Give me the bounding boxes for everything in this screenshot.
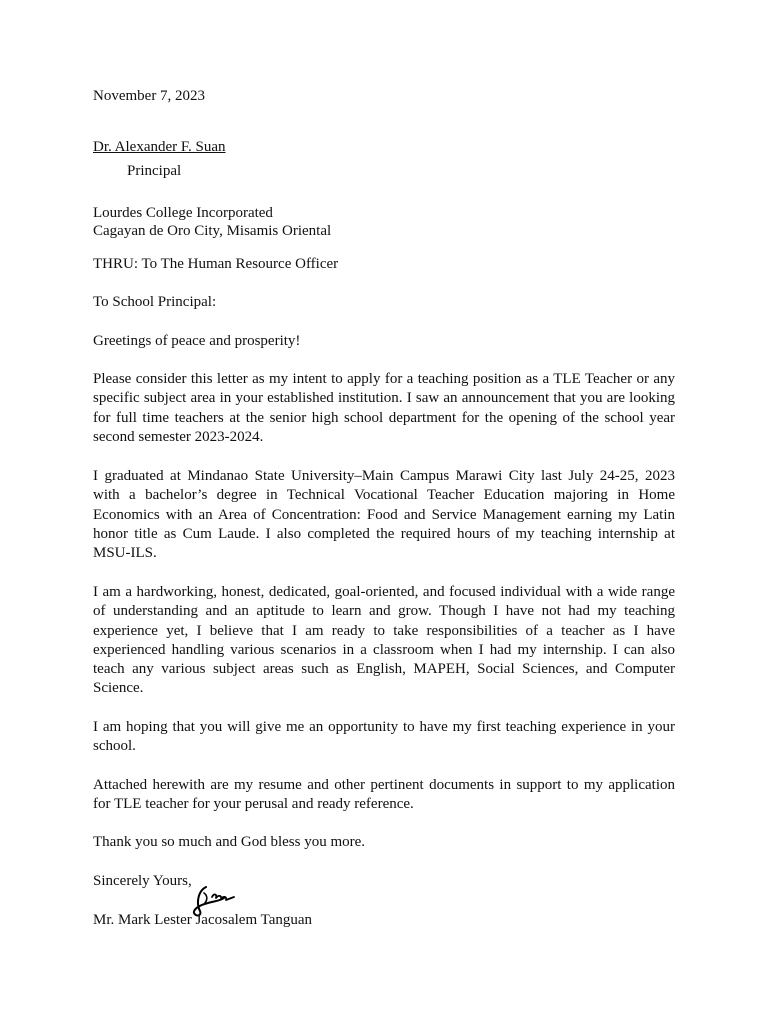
- paragraph-education: [93, 467, 675, 563]
- paragraph-qualities: [93, 583, 675, 699]
- paragraph-line: Attached herewith are my resume and other pertinent documents in support to my application: [93, 777, 675, 793]
- paragraph-attachments: [93, 776, 675, 815]
- paragraph-line: Economics with an Area of Concentration: Food and Service Management earning my Latin: [93, 506, 675, 523]
- paragraph-intent: [93, 370, 675, 447]
- paragraph-line: I am hoping that you will give me an opportunity to have my first teaching experience in your: [93, 719, 675, 735]
- paragraph-line: teach any various subject areas such as English, MAPEH, Social Sciences, and Computer: [93, 661, 675, 678]
- paragraph-line: second semester 2023-2024.: [93, 428, 264, 445]
- paragraph-line: I graduated at Mindanao State University–Main Campus Marawi City last July 24-25, 2023: [93, 468, 675, 484]
- greeting-line: Greetings of peace and prosperity!: [93, 333, 301, 349]
- salutation: To School Principal:: [93, 294, 217, 310]
- paragraph-line: MSU-ILS.: [93, 545, 157, 562]
- paragraph-line: experience yet, I believe that I am ready to take responsibilities of a teacher as I have: [93, 622, 675, 639]
- paragraph-line: Science.: [93, 680, 144, 697]
- paragraph-line: experienced handling various scenarios in a classroom when I had my internship. I can also: [93, 641, 675, 658]
- paragraph-line: I am a hardworking, honest, dedicated, goal-oriented, and focused individual with a wide range: [93, 584, 675, 600]
- paragraph-line: school.: [93, 738, 136, 755]
- paragraph-line: of understanding and an aptitude to learn and grow. Though I have not had my teaching: [93, 603, 675, 620]
- paragraph-line: specific subject area in your established institution. I saw an announcement that you are looking: [93, 390, 675, 407]
- letter-date: November 7, 2023: [93, 88, 206, 104]
- paragraph-line: with a bachelor’s degree in Technical Vocational Teacher Education majoring in Home: [93, 487, 675, 504]
- institution-name: Lourdes College Incorporated: [93, 205, 273, 221]
- signatory-name: Mr. Mark Lester Jacosalem Tanguan: [93, 912, 313, 928]
- recipient-title: Principal: [127, 163, 182, 179]
- recipient-name: Dr. Alexander F. Suan: [93, 139, 226, 155]
- thanks-line: Thank you so much and God bless you more.: [93, 834, 366, 850]
- thru-line: THRU: To The Human Resource Officer: [93, 256, 339, 272]
- paragraph-line: honor title as Cum Laude. I also completed the required hours of my teaching internship at: [93, 525, 675, 542]
- paragraph-line: for TLE teacher for your perusal and ready reference.: [93, 796, 414, 813]
- paragraph-hope: [93, 718, 675, 757]
- institution-address: Cagayan de Oro City, Misamis Oriental: [93, 223, 332, 239]
- paragraph-line: Please consider this letter as my intent to apply for a teaching position as a TLE Teacher or any: [93, 371, 675, 387]
- closing-line: Sincerely Yours,: [93, 873, 192, 889]
- paragraph-line: for full time teachers at the senior high school department for the opening of the school year: [93, 409, 675, 426]
